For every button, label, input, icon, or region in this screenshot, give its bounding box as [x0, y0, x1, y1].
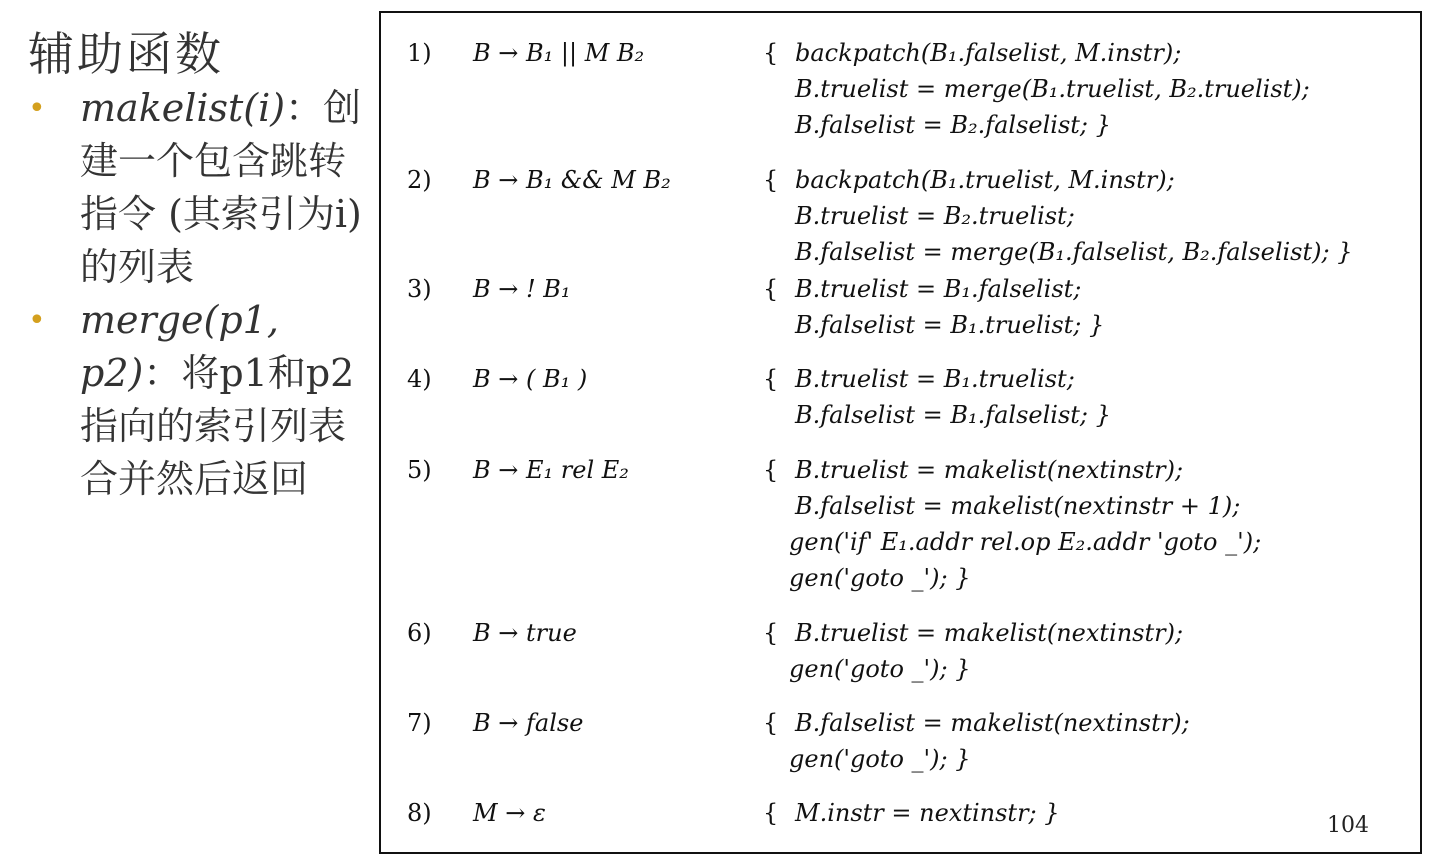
rule-production: B → B₁ && M B₂ [473, 166, 671, 194]
action-line: B.truelist = B₁.truelist; [795, 365, 1075, 393]
rule-actions [789, 615, 1184, 687]
bullet-term: makelist(i) [80, 86, 286, 130]
rule-production: B → ( B₁ ) [473, 365, 588, 393]
rule-actions [795, 361, 1111, 433]
rule-brace: { [763, 39, 779, 67]
bullet-text: ：将p1和p2指向的索引列表合并然后返回 [80, 351, 355, 501]
action-line: B.falselist = B₂.falselist; } [795, 111, 1111, 139]
rule-actions [795, 162, 1352, 270]
action-line: gen('goto _'); } [789, 564, 971, 592]
rule-actions [795, 271, 1104, 343]
rule-number: 2) [407, 166, 432, 194]
action-line: B.truelist = B₁.falselist; [795, 275, 1082, 303]
rule-actions [795, 35, 1310, 143]
bullet-dot-icon: • [28, 303, 46, 338]
rule-production: B → false [473, 709, 584, 737]
rule-brace: { [763, 275, 779, 303]
rule-brace: { [763, 365, 779, 393]
action-line: backpatch(B₁.falselist, M.instr); [795, 39, 1182, 67]
rule-number: 5) [407, 456, 432, 484]
action-line: B.truelist = makelist(nextinstr); [795, 456, 1184, 484]
rule-brace: { [763, 456, 779, 484]
action-line: B.falselist = makelist(nextinstr + 1); [795, 492, 1241, 520]
action-line: B.truelist = makelist(nextinstr); [795, 619, 1184, 647]
action-line: B.falselist = merge(B₁.falselist, B₂.falselist); } [795, 238, 1353, 266]
action-line: B.falselist = B₁.falselist; } [795, 401, 1111, 429]
rule-number: 8) [407, 799, 432, 827]
bullet-merge [28, 294, 365, 506]
rule-production: B → ! B₁ [473, 275, 571, 303]
action-line: gen('goto _'); } [789, 655, 971, 683]
action-line: B.falselist = B₁.truelist; } [795, 311, 1105, 339]
bullet-text: ：创建一个包含跳转指令 (其索引为i) 的列表 [80, 86, 362, 289]
rule-actions [789, 705, 1190, 777]
bullet-dot-icon: • [28, 91, 46, 126]
rule-brace: { [763, 799, 779, 827]
rule-actions [789, 452, 1262, 596]
sidebar [0, 0, 372, 868]
action-line: backpatch(B₁.truelist, M.instr); [795, 166, 1175, 194]
rule-number: 1) [407, 39, 432, 67]
action-line: B.truelist = B₂.truelist; [795, 202, 1075, 230]
rule-production: B → true [473, 619, 577, 647]
rule-number: 4) [407, 365, 432, 393]
action-line: M.instr = nextinstr; } [795, 799, 1060, 827]
action-line: gen('goto _'); } [789, 745, 971, 773]
rule-production: B → B₁ || M B₂ [473, 39, 645, 67]
rule-production: M → ε [473, 799, 546, 827]
action-line: gen('if' E₁.addr rel.op E₂.addr 'goto _'); [789, 528, 1262, 556]
rule-number: 7) [407, 709, 432, 737]
rule-brace: { [763, 619, 779, 647]
translation-scheme-box [379, 11, 1422, 854]
action-line: B.falselist = makelist(nextinstr); [795, 709, 1190, 737]
rule-actions [795, 795, 1060, 831]
rule-production: B → E₁ rel E₂ [473, 456, 629, 484]
rule-number: 6) [407, 619, 432, 647]
rule-brace: { [763, 166, 779, 194]
rule-brace: { [763, 709, 779, 737]
action-line: B.truelist = merge(B₁.truelist, B₂.truelist); [795, 75, 1310, 103]
bullet-makelist [28, 82, 365, 294]
bullet-term: merge(p1, p2) [80, 298, 279, 395]
page-number: 104 [1327, 813, 1369, 838]
slide-title: 辅助函数 [28, 27, 224, 81]
rule-number: 3) [407, 275, 432, 303]
